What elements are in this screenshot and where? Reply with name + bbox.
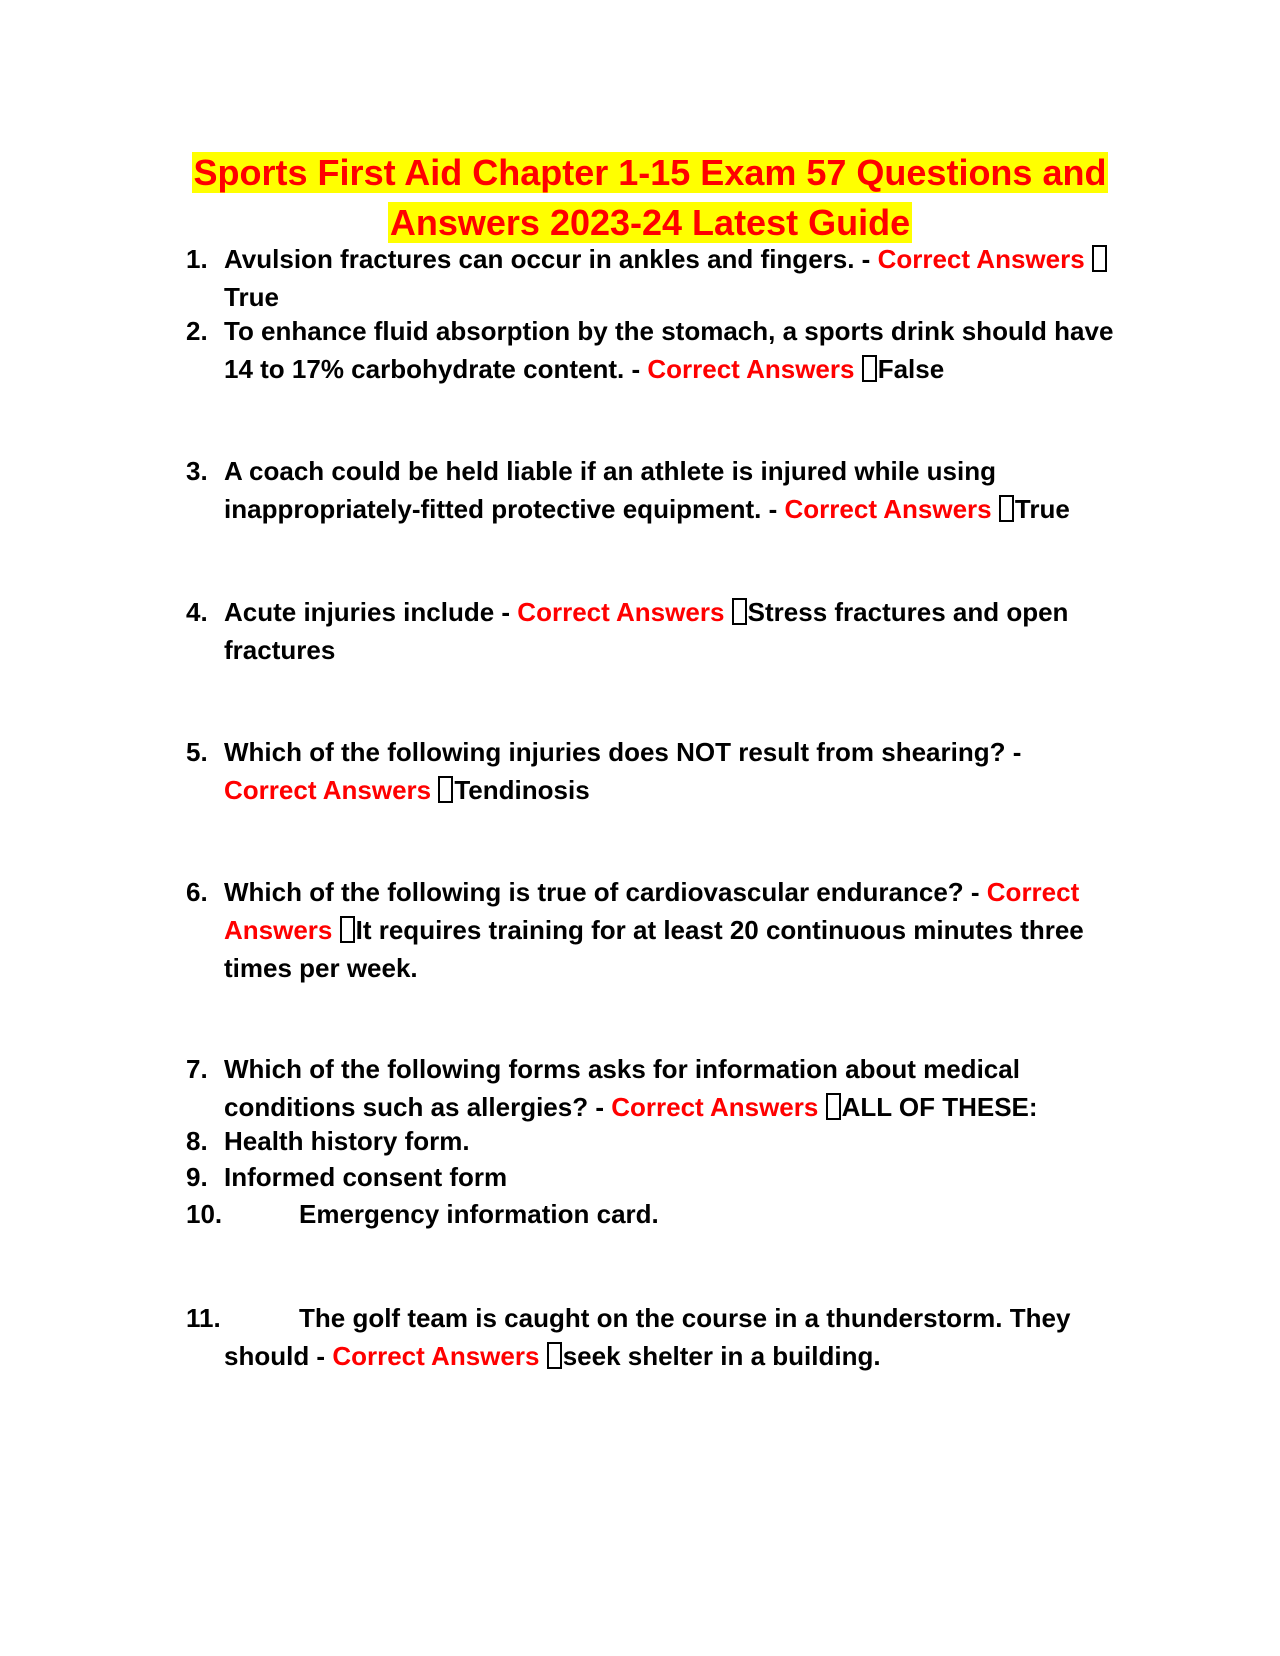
- question-text: Which of the following is true of cardiovascular endurance? -: [224, 877, 980, 907]
- missing-glyph-icon: [1092, 245, 1107, 272]
- item-text: Emergency information card.: [299, 1199, 659, 1229]
- list-item: [186, 733, 1116, 809]
- item-text: [186, 452, 1116, 528]
- question-text: Acute injuries include -: [224, 597, 511, 627]
- item-text: [186, 733, 1116, 809]
- answer-text: ALL OF THESE:: [841, 1092, 1038, 1122]
- answer-text: True: [1014, 494, 1070, 524]
- correct-answers-label: Correct Answers: [224, 877, 1080, 945]
- correct-answers-label: Correct Answers: [332, 1341, 540, 1371]
- answer-text: False: [877, 354, 945, 384]
- list-item: [186, 1299, 1116, 1375]
- answer-text: True: [224, 282, 279, 312]
- item-number: 1.: [186, 244, 208, 274]
- correct-answers-label: Correct Answers: [784, 494, 992, 524]
- missing-glyph-icon: [999, 495, 1014, 522]
- item-number: 6.: [186, 877, 208, 907]
- question-text: Avulsion fractures can occur in ankles and fingers. -: [224, 244, 871, 274]
- item-number: 10.: [186, 1199, 223, 1229]
- list-item: [186, 240, 1116, 316]
- correct-answers-label: Correct Answers: [224, 775, 432, 805]
- item-text: [186, 1299, 1116, 1375]
- correct-answers-label: Correct Answers: [877, 244, 1085, 274]
- missing-glyph-icon: [862, 355, 877, 382]
- item-number: 8.: [186, 1126, 208, 1156]
- correct-answers-label: Correct Answers: [517, 597, 725, 627]
- item-number: 5.: [186, 737, 208, 767]
- item-number: 9.: [186, 1162, 208, 1192]
- answer-text: seek shelter in a building.: [562, 1341, 881, 1371]
- item-text: [186, 312, 1116, 388]
- answer-text: Tendinosis: [454, 775, 590, 805]
- answer-text: It requires training for at least 20 continuous minutes three times per week.: [224, 915, 1084, 983]
- question-text: To enhance fluid absorption by the stomach, a sports drink should have 14 to 17% carbohydrate content. -: [224, 316, 1114, 384]
- correct-answers-label: Correct Answers: [647, 354, 855, 384]
- list-item: [186, 873, 1116, 987]
- question-text: A coach could be held liable if an athlete is injured while using inappropriately-fitted protective equipment. -: [224, 456, 996, 524]
- answer-text: Stress fractures and open fractures: [224, 597, 1069, 665]
- missing-glyph-icon: [340, 916, 355, 943]
- item-text: [186, 1050, 1116, 1126]
- item-text: [186, 593, 1116, 669]
- item-text: Health history form.: [224, 1126, 470, 1156]
- list-item: [186, 1195, 1116, 1233]
- missing-glyph-icon: [547, 1342, 562, 1369]
- question-text: The golf team is caught on the course in a thunderstorm. They should -: [224, 1303, 1071, 1371]
- item-text: [186, 240, 1116, 316]
- item-number: 4.: [186, 597, 208, 627]
- question-text: Which of the following injuries does NOT result from shearing? -: [224, 737, 1022, 767]
- document-title: [180, 148, 1120, 248]
- missing-glyph-icon: [732, 598, 747, 625]
- item-number: 7.: [186, 1054, 208, 1084]
- list-item: [186, 1122, 1116, 1160]
- item-text: [186, 873, 1116, 987]
- list-item: [186, 1050, 1116, 1126]
- item-number: 11.: [186, 1303, 221, 1333]
- missing-glyph-icon: [438, 776, 453, 803]
- list-item: [186, 452, 1116, 528]
- item-number: 3.: [186, 456, 208, 486]
- list-item: [186, 1158, 1116, 1196]
- question-text: Which of the following forms asks for information about medical conditions such as allergies? -: [224, 1054, 1020, 1122]
- list-item: [186, 312, 1116, 388]
- missing-glyph-icon: [826, 1093, 841, 1120]
- item-number: 2.: [186, 316, 208, 346]
- list-item: [186, 593, 1116, 669]
- correct-answers-label: Correct Answers: [611, 1092, 819, 1122]
- item-text: Informed consent form: [224, 1162, 508, 1192]
- document-title-text: Sports First Aid Chapter 1-15 Exam 57 Questions and Answers 2023-24 Latest Guide: [193, 152, 1107, 243]
